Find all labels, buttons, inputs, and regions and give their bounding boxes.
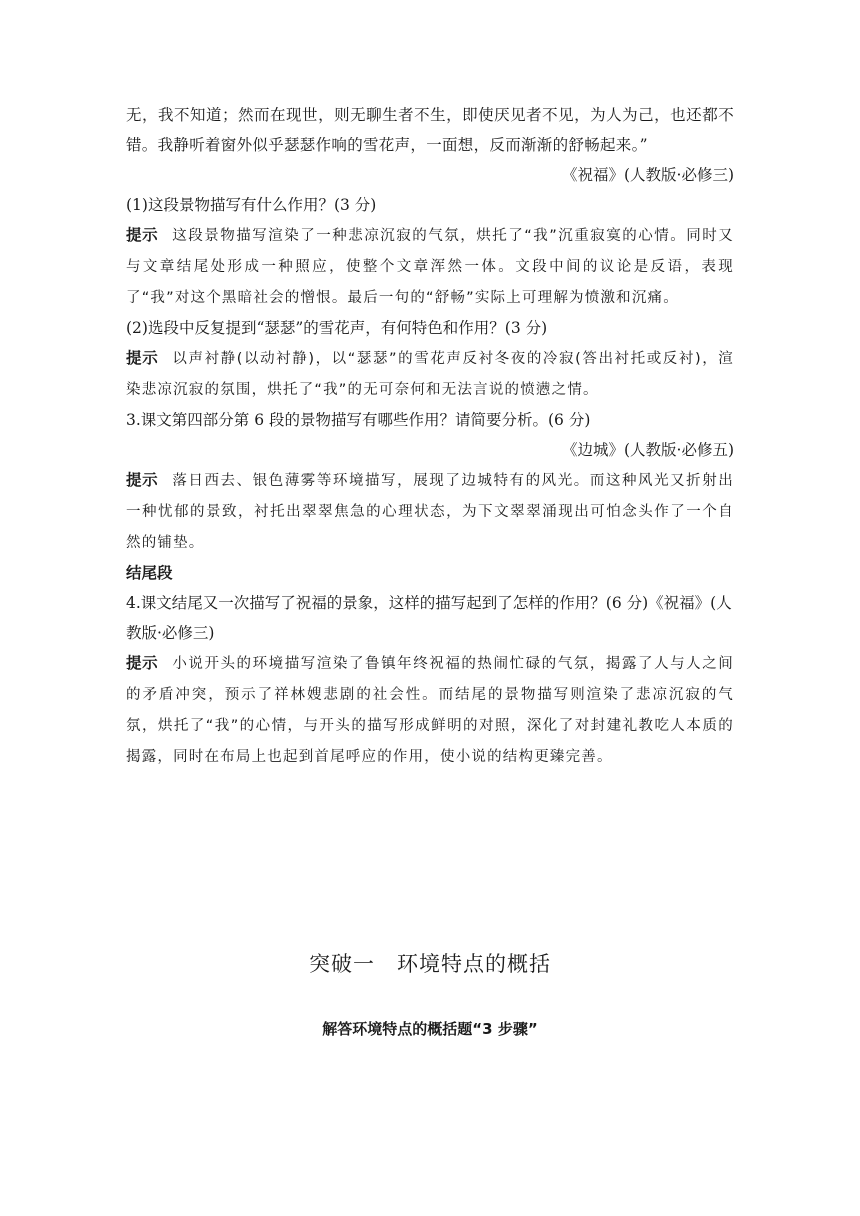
question-3-source: 《边城》(人教版·必修五) (561, 441, 734, 459)
hint-text: 小说开头的环境描写渲染了鲁镇年终祝福的热闹忙碌的气氛，揭露了人与人之间的矛盾冲突，预示了祥林嫂悲剧的社会性。而结尾的景物描写则渲染了悲凉沉寂的气氛，烘托了“我”的心情，与开头的描写形成鲜明的对照，深化了对封建礼教吃人本质的揭露，同时在布局上也起到首尾呼应的作用，使小说的结构更臻完善。 (126, 656, 734, 765)
hint-label: 提示 (126, 226, 159, 244)
hint-label: 提示 (126, 349, 159, 367)
hint-label: 提示 (126, 654, 159, 672)
passage-source: 《祝福》(人教版·必修三) (561, 166, 734, 184)
hint-3 (126, 465, 734, 558)
ending-heading: 结尾段 (126, 564, 173, 582)
document-content (126, 100, 734, 772)
section-subtitle: 解答环境特点的概括题“3 步骤” (322, 1020, 538, 1038)
passage-text: 无，我不知道；然而在现世，则无聊生者不生，即使厌见者不见，为人为己，也还都不错。我静听着窗外似乎瑟瑟作响的雪花声，一面想，反而渐渐的舒畅起来。” (126, 106, 734, 154)
hint-4 (126, 648, 734, 772)
hint-text: 这段景物描写渲染了一种悲凉沉寂的气氛，烘托了“我”沉重寂寞的心情。同时又与文章结尾处形成一种照应，使整个文章浑然一体。文段中间的议论是反语，表现了“我”对这个黑暗社会的憎恨。最后一句的“舒畅”实际上可理解为愤激和沉痛。 (126, 228, 734, 306)
section-title: 突破一 环境特点的概括 (309, 952, 551, 976)
question-3: 3.课文第四部分第 6 段的景物描写有哪些作用？请简要分析。(6 分) (126, 411, 591, 429)
hint-label: 提示 (126, 471, 159, 489)
question-4: 4.课文结尾又一次描写了祝福的景象，这样的描写起到了怎样的作用？(6 分)《祝福》(人教版·必修三) (126, 594, 732, 642)
hint-text: 以声衬静(以动衬静)，以“瑟瑟”的雪花声反衬冬夜的冷寂(答出衬托或反衬)，渲染悲凉沉寂的氛围，烘托了“我”的无可奈何和无法言说的愤懑之情。 (126, 351, 735, 398)
question-2: (2)选段中反复提到“瑟瑟”的雪花声，有何特色和作用？(3 分) (126, 319, 548, 337)
hint-2 (126, 343, 734, 405)
question-1: (1)这段景物描写有什么作用？(3 分) (126, 196, 377, 214)
hint-text: 落日西去、银色薄雾等环境描写，展现了边城特有的风光。而这种风光又折射出一种忧郁的景致，衬托出翠翠焦急的心理状态，为下文翠翠涌现出可怕念头作了一个自然的铺垫。 (126, 473, 734, 551)
hint-1 (126, 220, 734, 313)
